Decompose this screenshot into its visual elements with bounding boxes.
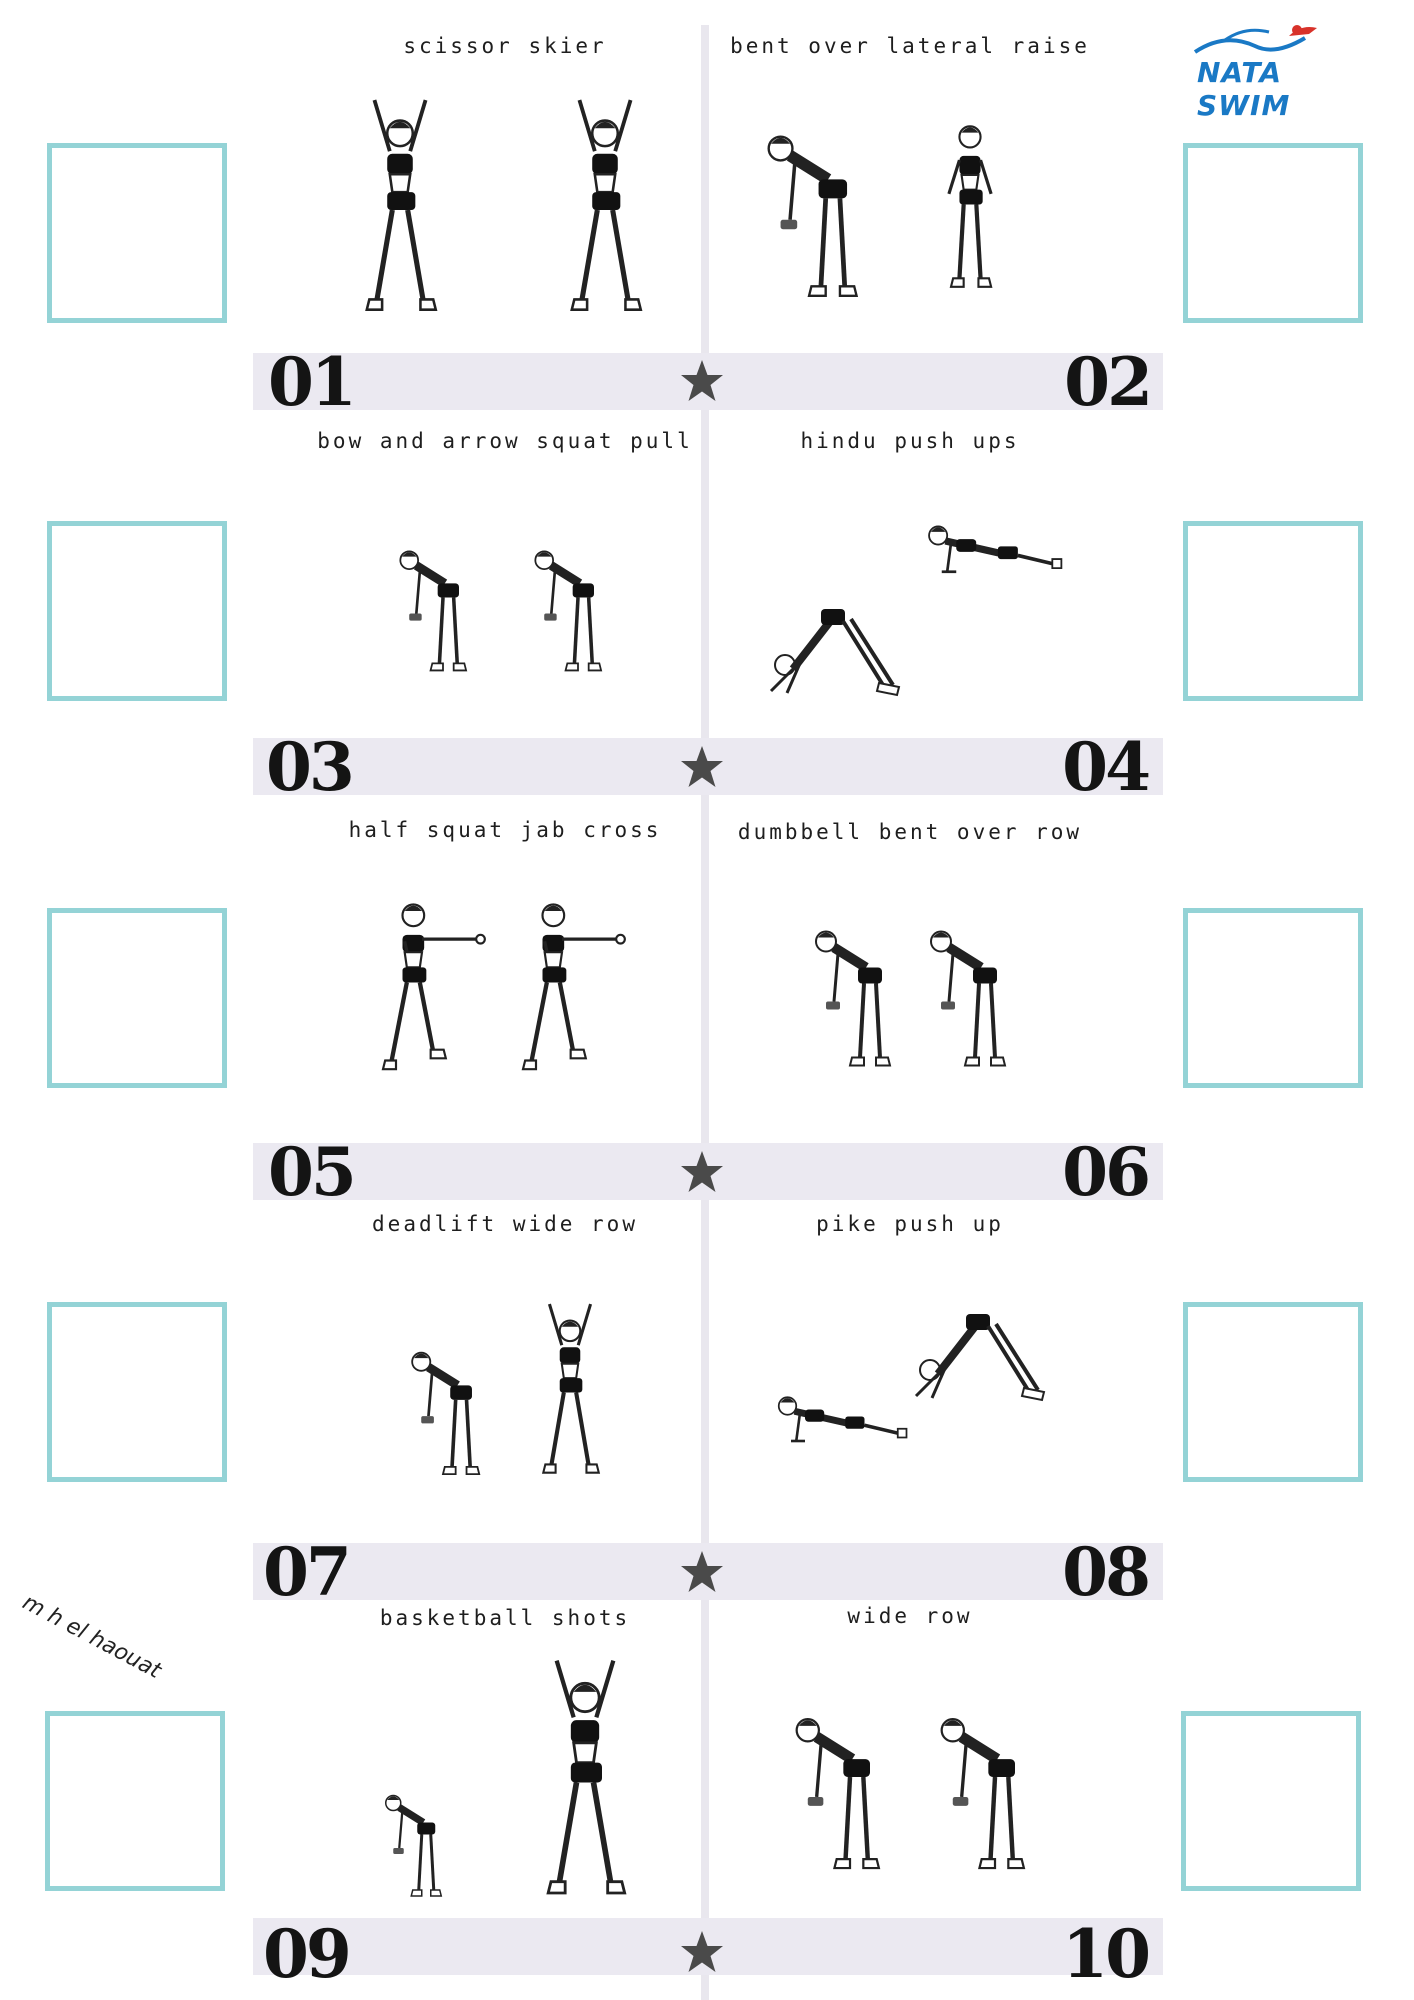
exercise-title-09: basketball shots (379, 1606, 631, 1630)
illustration-scissor-skier-a (355, 95, 445, 325)
checkbox-02[interactable] (1183, 143, 1363, 323)
illustration-bow-arrow-b (530, 525, 610, 695)
exercise-title-10: wide row (847, 1604, 973, 1628)
exercise-number-08: 08 (1062, 1533, 1148, 1611)
illustration-basketball-b (535, 1655, 635, 1910)
star-icon (679, 1929, 725, 1975)
natalswim-logo (1185, 22, 1365, 122)
illustration-hindu-pushup-b (920, 510, 1065, 590)
illustration-bow-arrow-a (395, 525, 475, 695)
checkbox-10[interactable] (1181, 1711, 1361, 1891)
checkbox-04[interactable] (1183, 521, 1363, 701)
star-icon (679, 358, 725, 404)
illustration-lateral-raise-b (920, 120, 1020, 310)
star-icon (679, 1549, 725, 1595)
illustration-hindu-pushup-a (760, 595, 910, 705)
checkbox-07[interactable] (47, 1302, 227, 1482)
illustration-wide-row-a (790, 1700, 890, 1885)
checkbox-03[interactable] (47, 521, 227, 701)
checkbox-08[interactable] (1183, 1302, 1363, 1482)
illustration-deadlift-b (535, 1300, 605, 1485)
star-icon (679, 744, 725, 790)
exercise-title-04: hindu push ups (800, 429, 1020, 453)
checkbox-05[interactable] (47, 908, 227, 1088)
exercise-title-06: dumbbell bent over row (737, 820, 1083, 844)
exercise-number-06: 06 (1062, 1133, 1148, 1211)
exercise-number-02: 02 (1064, 343, 1150, 421)
exercise-number-10: 10 (1062, 1915, 1148, 1993)
exercise-number-01: 01 (268, 343, 354, 421)
checkbox-06[interactable] (1183, 908, 1363, 1088)
illustration-bent-row-b (925, 910, 1015, 1085)
logo-text: NATA SWIM (1197, 56, 1291, 122)
center-divider (701, 25, 709, 2000)
illustration-pike-pushup-a (770, 1385, 910, 1455)
exercise-title-07: deadlift wide row (372, 1212, 638, 1236)
exercise-number-09: 09 (263, 1915, 349, 1993)
illustration-jab-cross-b (520, 898, 630, 1093)
exercise-number-03: 03 (266, 728, 352, 806)
checkbox-09[interactable] (45, 1711, 225, 1891)
illustration-basketball-a (375, 1785, 455, 1905)
illustration-pike-pushup-b (910, 1300, 1050, 1410)
exercise-title-03: bow and arrow squat pull (317, 429, 693, 453)
illustration-bent-row-a (810, 910, 900, 1085)
exercise-number-07: 07 (263, 1533, 349, 1611)
illustration-deadlift-a (400, 1340, 495, 1485)
illustration-scissor-skier-b (565, 95, 645, 325)
exercise-title-08: pike push up (816, 1212, 1004, 1236)
checkbox-01[interactable] (47, 143, 227, 323)
illustration-wide-row-b (935, 1700, 1035, 1885)
author-signature: m h el haouat (18, 1590, 166, 1684)
illustration-lateral-raise-a (760, 120, 870, 310)
exercise-title-02: bent over lateral raise (730, 34, 1090, 58)
exercise-number-04: 04 (1062, 728, 1148, 806)
exercise-title-05: half squat jab cross (348, 818, 662, 842)
exercise-number-05: 05 (268, 1133, 354, 1211)
illustration-jab-cross-a (380, 898, 490, 1093)
star-icon (679, 1149, 725, 1195)
exercise-title-01: scissor skier (403, 34, 607, 58)
